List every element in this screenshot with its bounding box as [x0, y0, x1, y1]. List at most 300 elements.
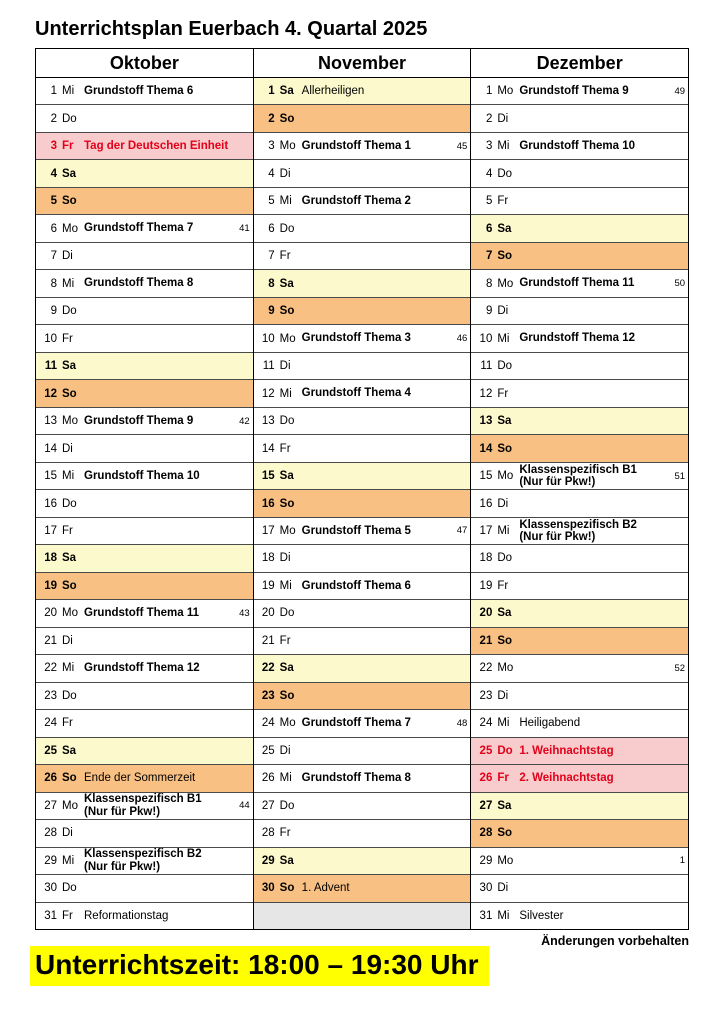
weekday-abbr: So	[497, 634, 513, 647]
day-row	[254, 160, 471, 187]
day-number: 18	[261, 552, 275, 565]
day-row	[254, 435, 471, 462]
day-number: 16	[479, 497, 493, 510]
weekday-abbr: Mo	[279, 140, 296, 153]
day-number: 17	[261, 524, 275, 537]
day-row	[471, 573, 688, 600]
weekday-abbr: Sa	[497, 799, 512, 812]
weekday-abbr: Di	[62, 442, 73, 455]
day-row	[36, 160, 253, 187]
day-row	[36, 655, 253, 682]
day-row	[254, 545, 471, 572]
weekday-abbr: Do	[62, 882, 77, 895]
day-number: 26	[479, 772, 493, 785]
day-number: 12	[479, 387, 493, 400]
day-row	[254, 490, 471, 517]
weekday-abbr: So	[279, 112, 295, 125]
day-entry: Silvester	[519, 909, 564, 922]
day-number: 20	[479, 607, 493, 620]
day-row	[254, 683, 471, 710]
day-number: 28	[44, 827, 57, 840]
day-row	[471, 628, 688, 655]
day-number: 25	[261, 744, 275, 757]
day-number: 29	[44, 854, 57, 867]
day-number: 12	[44, 387, 57, 400]
weekday-abbr: Mo	[497, 85, 514, 98]
day-entry	[519, 464, 672, 489]
day-entry-line2: (Nur für Pkw!)	[84, 860, 161, 873]
day-number: 19	[261, 579, 275, 592]
day-entry: Tag der Deutschen Einheit	[84, 140, 229, 152]
day-number: 20	[44, 607, 57, 620]
day-row	[471, 793, 688, 820]
weekday-abbr: So	[279, 689, 295, 702]
day-number: 7	[50, 250, 57, 263]
day-entry: Grundstoff Thema 6	[301, 579, 411, 592]
day-row	[254, 655, 471, 682]
day-number: 13	[261, 415, 275, 428]
weekday-abbr: Di	[497, 112, 509, 125]
weekday-abbr: Do	[279, 222, 295, 235]
day-entry: Grundstoff Thema 6	[84, 85, 194, 98]
day-number: 22	[261, 662, 275, 675]
weekday-abbr: Do	[497, 744, 513, 757]
weekday-abbr: Fr	[279, 442, 291, 455]
weekday-abbr: Di	[497, 497, 509, 510]
day-number: 11	[262, 360, 275, 373]
day-entry	[84, 793, 237, 818]
month-rows	[471, 78, 688, 929]
day-row	[254, 270, 471, 297]
day-row	[36, 380, 253, 407]
week-number: 50	[674, 278, 686, 290]
day-entry: Grundstoff Thema 9	[84, 414, 194, 427]
weekday-abbr: Sa	[62, 167, 77, 180]
weekday-abbr: Di	[62, 634, 73, 647]
weekday-abbr: Mo	[62, 415, 78, 428]
day-entry: Grundstoff Thema 5	[301, 524, 411, 537]
day-number: 18	[44, 552, 57, 565]
day-row	[254, 463, 471, 490]
footer-note: Änderungen vorbehalten	[541, 934, 689, 948]
day-row	[471, 78, 688, 105]
day-row	[254, 793, 471, 820]
day-row	[36, 353, 253, 380]
day-entry-line1: Klassenspezifisch B1	[84, 793, 202, 806]
day-number: 30	[44, 882, 57, 895]
weekday-abbr: Do	[62, 689, 77, 702]
day-number: 27	[261, 799, 275, 812]
day-row	[36, 215, 253, 242]
weekday-abbr: Mi	[497, 332, 510, 345]
weekday-abbr: Mi	[279, 387, 292, 400]
weekday-abbr: Di	[279, 360, 291, 373]
weekday-abbr: Di	[497, 882, 509, 895]
day-number: 3	[50, 140, 57, 153]
weekday-abbr: Mi	[279, 579, 292, 592]
day-row	[471, 600, 688, 627]
day-row	[471, 270, 688, 297]
day-number: 13	[479, 415, 493, 428]
day-number: 2	[50, 112, 57, 125]
weekday-abbr: So	[497, 442, 513, 455]
weekday-abbr: Sa	[62, 552, 77, 565]
weekday-abbr: Sa	[497, 607, 512, 620]
day-number: 5	[268, 195, 275, 208]
week-number: 41	[239, 223, 250, 235]
day-number: 25	[479, 744, 493, 757]
day-row	[254, 298, 471, 325]
weekday-abbr: Do	[62, 112, 77, 125]
day-number: 8	[485, 277, 493, 290]
day-row	[36, 188, 253, 215]
day-entry-line1: Klassenspezifisch B2	[84, 848, 202, 861]
day-number: 10	[44, 332, 57, 345]
weekday-abbr: Mi	[497, 140, 510, 153]
day-row	[254, 133, 471, 160]
day-number: 6	[50, 222, 57, 235]
day-entry: Grundstoff Thema 10	[519, 140, 635, 152]
weekday-abbr: Mi	[497, 524, 510, 537]
day-number: 9	[268, 305, 275, 318]
day-entry: Grundstoff Thema 4	[301, 387, 411, 400]
weekday-abbr: Do	[497, 360, 513, 373]
day-number: 30	[261, 882, 275, 895]
day-row	[471, 380, 688, 407]
weekday-abbr: Sa	[497, 222, 512, 235]
day-entry: Grundstoff Thema 7	[301, 717, 411, 730]
day-row	[471, 298, 688, 325]
day-number: 31	[44, 909, 57, 922]
day-row	[36, 820, 253, 847]
day-number: 26	[44, 772, 57, 785]
weekday-abbr: Sa	[62, 744, 77, 757]
day-number: 29	[261, 854, 275, 867]
weekday-abbr: So	[279, 882, 295, 895]
week-number: 48	[456, 717, 468, 729]
weekday-abbr: Sa	[279, 85, 294, 98]
day-number: 4	[485, 167, 493, 180]
day-entry: 2. Weihnachtstag	[519, 772, 614, 785]
day-row	[36, 903, 253, 929]
day-row	[254, 600, 471, 627]
weekday-abbr: Fr	[62, 717, 73, 730]
day-row	[254, 628, 471, 655]
day-entry-line2: (Nur für Pkw!)	[84, 805, 161, 818]
weekday-abbr: Mo	[279, 332, 296, 345]
day-number: 3	[485, 140, 493, 153]
weekday-abbr: So	[279, 497, 295, 510]
week-number: 43	[239, 607, 250, 619]
weekday-abbr: Mo	[497, 470, 514, 483]
day-row	[36, 765, 253, 792]
day-row	[254, 243, 471, 270]
day-row	[471, 353, 688, 380]
day-number: 21	[44, 634, 57, 647]
day-row	[36, 683, 253, 710]
day-row	[471, 738, 688, 765]
weekday-abbr: Do	[62, 497, 77, 510]
weekday-abbr: Mi	[279, 772, 292, 785]
day-number: 3	[268, 140, 275, 153]
day-row	[36, 325, 253, 352]
weekday-abbr: Fr	[279, 827, 291, 840]
day-number: 30	[479, 882, 493, 895]
weekday-abbr: Di	[279, 552, 291, 565]
day-entry-line1: Klassenspezifisch B1	[519, 463, 637, 476]
weekday-abbr: Do	[497, 167, 513, 180]
day-number: 11	[44, 360, 57, 373]
day-number: 8	[268, 277, 275, 290]
day-entry: Grundstoff Thema 1	[301, 140, 411, 152]
week-number: 44	[239, 800, 250, 812]
day-number: 10	[479, 332, 493, 345]
day-number: 29	[479, 854, 493, 867]
day-row	[254, 820, 471, 847]
day-row	[254, 710, 471, 737]
day-number: 17	[44, 524, 57, 537]
weekday-abbr: So	[62, 387, 77, 400]
day-row	[254, 105, 471, 132]
weekday-abbr: Do	[279, 799, 295, 812]
day-number: 22	[44, 662, 57, 675]
day-row	[471, 518, 688, 545]
day-row	[471, 545, 688, 572]
day-entry	[84, 848, 250, 873]
weekday-abbr: So	[497, 827, 513, 840]
day-entry: Grundstoff Thema 2	[301, 194, 411, 207]
weekday-abbr: Do	[62, 305, 77, 318]
month-rows	[254, 78, 471, 929]
day-row	[254, 518, 471, 545]
day-row	[36, 710, 253, 737]
weekday-abbr: Fr	[497, 772, 509, 785]
day-number: 14	[44, 442, 57, 455]
day-row	[471, 188, 688, 215]
week-number: 1	[679, 855, 686, 867]
day-number: 21	[479, 634, 493, 647]
month-header: November	[254, 49, 471, 78]
weekday-abbr: Sa	[279, 277, 294, 290]
day-entry-line2: (Nur für Pkw!)	[519, 476, 596, 489]
weekday-abbr: Do	[279, 607, 295, 620]
month-column-november	[254, 49, 472, 929]
weekday-abbr: Di	[279, 167, 291, 180]
week-number: 51	[674, 470, 686, 482]
month-header: Dezember	[471, 49, 688, 78]
teaching-time-banner: Unterrichtszeit: 18:00 – 19:30 Uhr	[30, 946, 489, 986]
weekday-abbr: Mo	[279, 717, 296, 730]
weekday-abbr: Sa	[279, 662, 294, 675]
week-number: 45	[456, 140, 468, 152]
day-entry: Grundstoff Thema 3	[301, 332, 411, 345]
weekday-abbr: Fr	[497, 579, 509, 592]
day-number: 15	[44, 470, 57, 483]
day-number: 17	[479, 524, 493, 537]
day-number: 31	[479, 909, 493, 922]
week-number: 46	[456, 333, 468, 345]
day-row	[36, 875, 253, 902]
day-entry: Grundstoff Thema 8	[84, 277, 194, 290]
month-column-oktober	[36, 49, 254, 929]
day-number: 10	[261, 332, 275, 345]
day-row	[471, 848, 688, 875]
weekday-abbr: Sa	[62, 360, 77, 373]
day-row	[471, 655, 688, 682]
weekday-abbr: Sa	[497, 415, 512, 428]
day-row	[254, 573, 471, 600]
month-header: Oktober	[36, 49, 253, 78]
weekday-abbr: Mo	[497, 662, 514, 675]
day-number: 16	[44, 497, 57, 510]
day-row	[254, 765, 471, 792]
day-entry-line1: Klassenspezifisch B2	[519, 518, 637, 531]
day-entry: Grundstoff Thema 7	[84, 222, 194, 235]
day-number: 26	[261, 772, 275, 785]
day-row	[36, 573, 253, 600]
day-row	[36, 105, 253, 132]
day-entry: 1. Weihnachtstag	[519, 744, 614, 757]
weekday-abbr: Mi	[62, 85, 75, 98]
day-row	[36, 545, 253, 572]
day-number: 24	[44, 717, 57, 730]
day-number: 5	[50, 195, 57, 208]
day-row	[36, 600, 253, 627]
day-row	[471, 765, 688, 792]
weekday-abbr: So	[62, 579, 77, 592]
day-row	[254, 78, 471, 105]
day-row	[471, 903, 688, 929]
weekday-abbr: Fr	[62, 140, 74, 153]
day-entry: Grundstoff Thema 12	[519, 332, 635, 345]
weekday-abbr: Mo	[497, 854, 514, 867]
weekday-abbr: Di	[62, 827, 73, 840]
day-number: 20	[261, 607, 275, 620]
day-entry-line2: (Nur für Pkw!)	[519, 530, 596, 543]
weekday-abbr: Mo	[62, 607, 78, 620]
day-row	[36, 408, 253, 435]
weekday-abbr: Fr	[279, 634, 291, 647]
weekday-abbr: Do	[279, 415, 295, 428]
day-number: 18	[479, 552, 493, 565]
day-row	[471, 215, 688, 242]
weekday-abbr: Mo	[62, 799, 78, 812]
day-entry: Allerheiligen	[301, 85, 365, 98]
day-entry: Reformationstag	[84, 909, 169, 922]
day-number: 22	[479, 662, 493, 675]
day-row	[471, 243, 688, 270]
weekday-abbr: Di	[497, 689, 509, 702]
day-number: 5	[485, 195, 493, 208]
day-number: 6	[485, 222, 493, 235]
day-row	[254, 738, 471, 765]
weekday-abbr: Mi	[497, 909, 510, 922]
day-row	[36, 133, 253, 160]
weekday-abbr: So	[62, 195, 77, 208]
day-entry: Grundstoff Thema 8	[301, 772, 411, 785]
day-number: 27	[44, 799, 57, 812]
day-number: 14	[261, 442, 275, 455]
day-row	[471, 875, 688, 902]
day-row	[471, 105, 688, 132]
week-number: 42	[239, 415, 250, 427]
day-number: 21	[261, 634, 275, 647]
month-column-dezember	[471, 49, 688, 929]
month-rows	[36, 78, 253, 929]
day-row	[254, 380, 471, 407]
day-row	[36, 518, 253, 545]
day-row	[471, 435, 688, 462]
day-entry	[519, 519, 685, 544]
day-number: 4	[268, 167, 275, 180]
day-row	[471, 133, 688, 160]
day-number: 19	[479, 579, 493, 592]
weekday-abbr: Mi	[62, 854, 75, 867]
week-number: 47	[456, 525, 468, 537]
weekday-abbr: So	[62, 772, 77, 785]
day-number: 9	[50, 305, 57, 318]
weekday-abbr: Mi	[62, 470, 75, 483]
day-entry: Grundstoff Thema 10	[84, 469, 200, 482]
day-row	[471, 408, 688, 435]
weekday-abbr: Sa	[279, 854, 294, 867]
day-row	[36, 628, 253, 655]
day-row	[471, 683, 688, 710]
day-row	[36, 298, 253, 325]
day-number: 24	[479, 717, 493, 730]
day-number: 15	[261, 470, 275, 483]
weekday-abbr: Mo	[497, 277, 514, 290]
day-number: 24	[261, 717, 275, 730]
day-number: 11	[480, 360, 493, 373]
day-number: 1	[268, 85, 275, 98]
calendar-table	[35, 48, 689, 930]
day-number: 28	[261, 827, 275, 840]
day-row	[254, 408, 471, 435]
weekday-abbr: So	[497, 250, 513, 263]
weekday-abbr: Mi	[62, 277, 75, 290]
day-number: 2	[485, 112, 493, 125]
day-number: 1	[50, 85, 57, 98]
weekday-abbr: Di	[62, 250, 73, 263]
weekday-abbr: Sa	[279, 470, 294, 483]
day-number: 7	[268, 250, 275, 263]
day-entry: Grundstoff Thema 9	[519, 85, 629, 98]
weekday-abbr: Fr	[62, 909, 73, 922]
day-entry: Heiligabend	[519, 717, 581, 730]
day-number: 28	[479, 827, 493, 840]
day-row	[36, 435, 253, 462]
weekday-abbr: Di	[497, 305, 509, 318]
day-row	[254, 188, 471, 215]
day-number: 25	[44, 744, 57, 757]
week-number: 52	[674, 662, 686, 674]
day-number: 6	[268, 222, 275, 235]
weekday-abbr: Mi	[497, 717, 510, 730]
day-row	[471, 490, 688, 517]
weekday-abbr: Fr	[497, 195, 509, 208]
day-number: 8	[50, 277, 57, 290]
day-row	[36, 243, 253, 270]
day-row	[471, 325, 688, 352]
day-number: 15	[479, 470, 493, 483]
day-row	[254, 353, 471, 380]
page-title: Unterrichtsplan Euerbach 4. Quartal 2025	[35, 18, 428, 40]
day-row	[36, 848, 253, 875]
weekday-abbr: Fr	[279, 250, 291, 263]
weekday-abbr: Mo	[62, 222, 78, 235]
day-number: 19	[44, 579, 57, 592]
